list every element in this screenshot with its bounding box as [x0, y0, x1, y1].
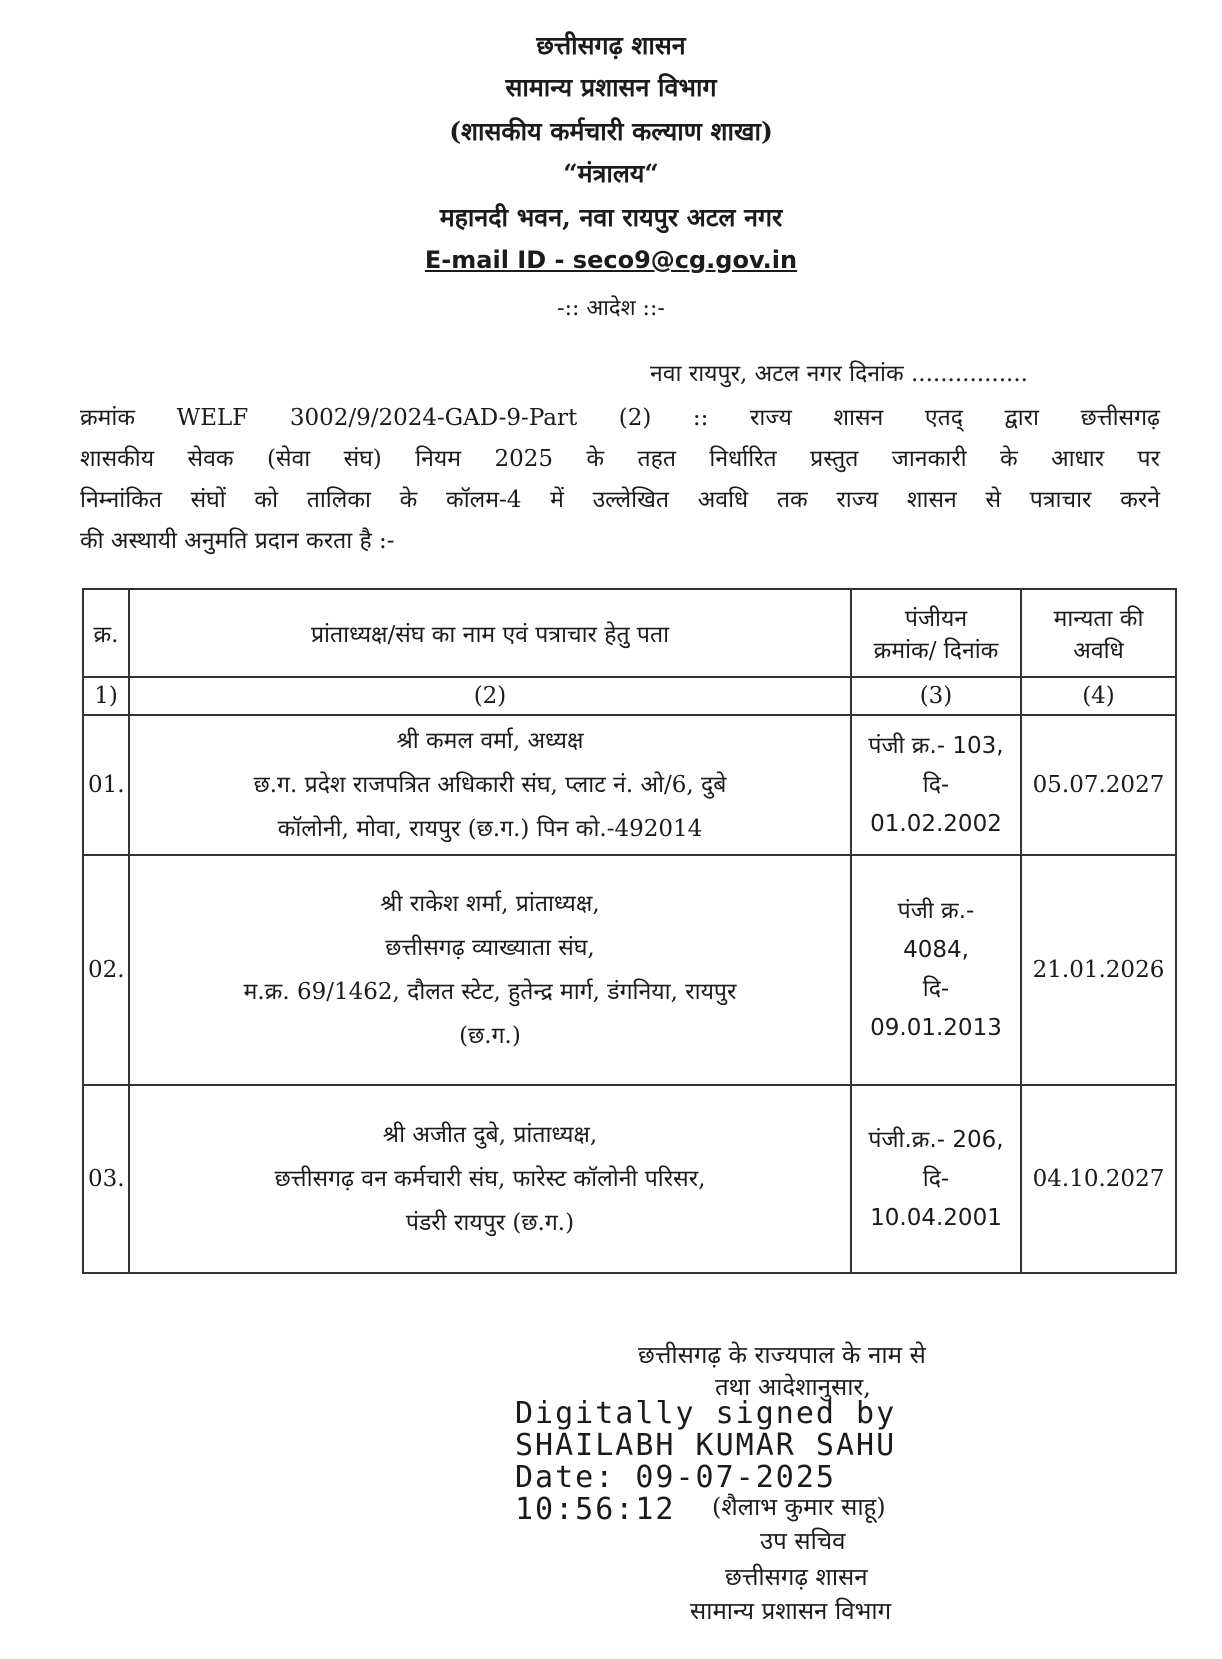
name-line: छत्तीसगढ़ व्याख्याता संघ,: [385, 935, 595, 961]
signature-by-order: तथा आदेशानुसार,: [715, 1373, 871, 1401]
row-validity: 04.10.2027: [1021, 1085, 1176, 1273]
body-line-3: निम्नांकित संघों को तालिका के कॉलम-4 में उल्लेखित अवधि तक राज्य शासन से पत्राचार करने: [80, 487, 1160, 513]
name-line: म.क्र. 69/1462, दौलत स्टेट, हुतेन्द्र मार्ग, डंगनिया, रायपुर: [243, 979, 737, 1005]
name-line: छत्तीसगढ़ वन कर्मचारी संघ, फारेस्ट कॉलोनी परिसर,: [274, 1166, 706, 1192]
col-number-4: (4): [1021, 677, 1176, 715]
reg-line: 09.01.2013: [870, 1015, 1002, 1041]
digital-signature-line2: SHAILABH KUMAR SAHU: [515, 1428, 897, 1463]
name-line: श्री राकेश शर्मा, प्रांताध्यक्ष,: [380, 891, 600, 917]
header-registration-line2: क्रमांक/ दिनांक: [873, 638, 999, 664]
col-number-2: (2): [129, 677, 851, 715]
col-number-3: (3): [851, 677, 1021, 715]
header-email: E-mail ID - seco9@cg.gov.in: [424, 246, 798, 274]
header-registration-line1: पंजीयन: [904, 606, 968, 632]
row-serial: 02.: [83, 855, 129, 1085]
reg-line: पंजी.क्र.- 206,: [868, 1126, 1004, 1153]
digital-signature-line3: Date: 09-07-2025: [515, 1460, 836, 1495]
col-number-1: 1): [83, 677, 129, 715]
row-name-address: [129, 715, 851, 855]
reg-line: दि-: [922, 976, 950, 1002]
row-name-address: [129, 855, 851, 1085]
row-serial: 01.: [83, 715, 129, 855]
row-name-address: [129, 1085, 851, 1273]
signatory-name: (शैलाभ कुमार साहू): [712, 1493, 886, 1521]
header-address: महानदी भवन, नवा रायपुर अटल नगर: [439, 203, 783, 232]
table-row: [83, 715, 1176, 855]
digital-signature-line4: 10:56:12: [515, 1492, 676, 1527]
reg-line: 10.04.2001: [870, 1204, 1002, 1231]
body-line-4: की अस्थायी अनुमति प्रदान करता है :-: [80, 528, 395, 554]
header-name-address: प्रांताध्यक्ष/संघ का नाम एवं पत्राचार हेतु पता: [129, 589, 851, 677]
reg-line: दि-: [922, 771, 950, 798]
name-line: छ.ग. प्रदेश राजपत्रित अधिकारी संघ, प्लाट नं. ओ/6, दुबे: [253, 772, 727, 798]
table-numbering-row: [83, 677, 1176, 715]
signatory-government: छत्तीसगढ़ शासन: [725, 1563, 868, 1591]
row-registration: [851, 1085, 1021, 1273]
name-line: (छ.ग.): [459, 1023, 521, 1049]
row-serial: 03.: [83, 1085, 129, 1273]
associations-table: [82, 588, 1177, 1274]
table-row: [83, 1085, 1176, 1273]
reg-line: 4084,: [903, 937, 969, 963]
reg-line: पंजी क्र.- 103,: [868, 732, 1004, 759]
place-date: नवा रायपुर, अटल नगर दिनांक ................: [650, 361, 1028, 387]
signature-on-behalf: छत्तीसगढ़ के राज्यपाल के नाम से: [638, 1341, 926, 1369]
digital-signature-line1: Digitally signed by: [515, 1396, 897, 1431]
header-validity: [1021, 589, 1176, 677]
header-mantralaya: “मंत्रालय“: [563, 159, 659, 188]
name-line: पंडरी रायपुर (छ.ग.): [405, 1210, 575, 1236]
reg-line: दि-: [922, 1165, 950, 1192]
signatory-department: सामान्य प्रशासन विभाग: [690, 1597, 892, 1625]
reg-line: पंजी क्र.-: [897, 898, 975, 924]
row-registration: [851, 855, 1021, 1085]
row-validity: 21.01.2026: [1021, 855, 1176, 1085]
header-department: सामान्य प्रशासन विभाग: [505, 73, 717, 102]
reg-line: 01.02.2002: [870, 810, 1002, 837]
name-line: श्री कमल वर्मा, अध्यक्ष: [396, 728, 584, 754]
row-validity: 05.07.2027: [1021, 715, 1176, 855]
body-line-1: क्रमांक WELF 3002/9/2024-GAD-9-Part (2) :: राज्य शासन एतद् द्वारा छत्तीसगढ़: [80, 405, 1160, 431]
order-title: -:: आदेश ::-: [557, 296, 665, 321]
header-registration: [851, 589, 1021, 677]
order-body: [80, 398, 1160, 562]
table-row: [83, 855, 1176, 1085]
body-line-2: शासकीय सेवक (सेवा संघ) नियम 2025 के तहत निर्धारित प्रस्तुत जानकारी के आधार पर: [80, 446, 1160, 472]
header-validity-line2: अवधि: [1073, 638, 1124, 664]
table-header-row: [83, 589, 1176, 677]
name-line: श्री अजीत दुबे, प्रांताध्यक्ष,: [382, 1122, 598, 1148]
signatory-designation: उप सचिव: [760, 1527, 846, 1555]
header-validity-line1: मान्यता की: [1053, 606, 1144, 632]
header-branch: (शासकीय कर्मचारी कल्याण शाखा): [449, 117, 773, 146]
header-government: छत्तीसगढ़ शासन: [536, 31, 686, 60]
name-line: कॉलोनी, मोवा, रायपुर (छ.ग.) पिन को.-492014: [277, 816, 703, 842]
header-serial: क्र.: [83, 589, 129, 677]
row-registration: [851, 715, 1021, 855]
